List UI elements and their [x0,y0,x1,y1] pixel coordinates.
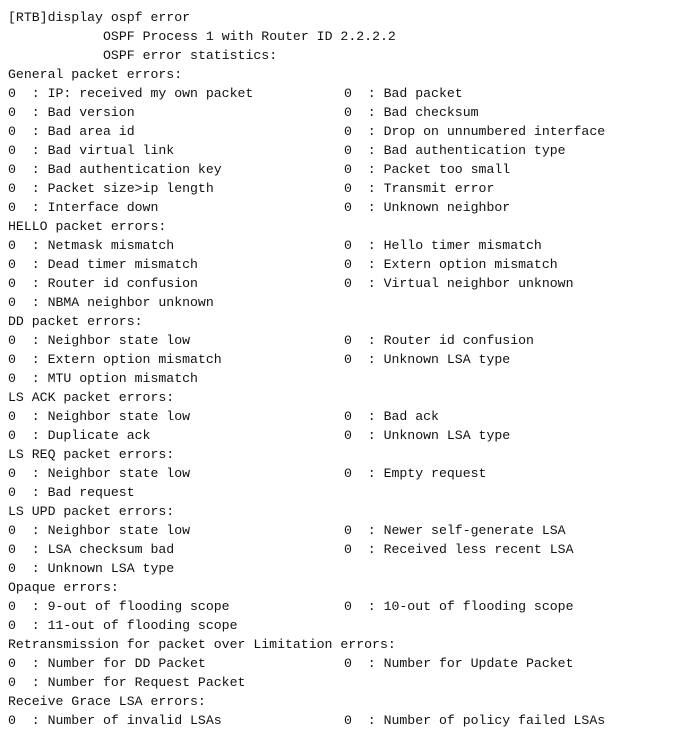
stats-header: OSPF error statistics: [103,48,278,63]
error-entry-left: 0 : Netmask mismatch [8,238,175,253]
error-entry-left: 0 : LSA checksum bad [8,542,175,557]
error-entry-right: 0 : Bad authentication type [344,143,566,158]
error-entry-right: 0 : Packet too small [344,162,511,177]
error-row [8,673,685,692]
error-entry-left: 0 : Neighbor state low [8,466,191,481]
error-row [8,160,685,179]
error-row [8,84,685,103]
error-entry-right: 0 : Received less recent LSA [344,542,574,557]
section-title-line [8,692,685,711]
error-entry-left: 0 : Interface down [8,200,159,215]
error-entry-left: 0 : Number of invalid LSAs [8,713,222,728]
error-entry-left: 0 : MTU option mismatch [8,371,198,386]
error-row [8,179,685,198]
process-header: OSPF Process 1 with Router ID 2.2.2.2 [103,29,396,44]
error-entry-right: 0 : Unknown neighbor [344,200,511,215]
section-title: Opaque errors: [8,580,119,595]
error-entry-right: 0 : Bad checksum [344,105,479,120]
error-entry-right: 0 : Transmit error [344,181,495,196]
stats-header-line [8,46,685,65]
error-entry-right: 0 : Number of policy failed LSAs [344,713,606,728]
error-row [8,483,685,502]
error-entry-left: 0 : Extern option mismatch [8,352,222,367]
error-row [8,236,685,255]
error-entry-left: 0 : 11-out of flooding scope [8,618,238,633]
error-row [8,597,685,616]
error-row [8,540,685,559]
section-title: Receive Grace LSA errors: [8,694,206,709]
error-row [8,293,685,312]
section-title-line [8,312,685,331]
section-title: LS ACK packet errors: [8,390,175,405]
error-row [8,407,685,426]
error-entry-right: 0 : Drop on unnumbered interface [344,124,606,139]
error-entry-right: 0 : Number for Update Packet [344,656,574,671]
command-line [8,8,685,27]
error-row [8,711,685,730]
command-text: [RTB]display ospf error [8,10,191,25]
error-row [8,198,685,217]
error-entry-left: 0 : Bad version [8,105,135,120]
error-row [8,255,685,274]
error-entry-left: 0 : Number for DD Packet [8,656,206,671]
section-title-line [8,578,685,597]
error-entry-left: 0 : Number for Request Packet [8,675,246,690]
error-entry-left: 0 : Duplicate ack [8,428,151,443]
section-title: Retransmission for packet over Limitation errors: [8,637,396,652]
error-entry-left: 0 : Unknown LSA type [8,561,175,576]
section-title: DD packet errors: [8,314,143,329]
error-entry-left: 0 : Neighbor state low [8,409,191,424]
error-entry-right: 0 : Unknown LSA type [344,352,511,367]
error-row [8,369,685,388]
error-entry-right: 0 : Extern option mismatch [344,257,558,272]
error-entry-right: 0 : Router id confusion [344,333,534,348]
error-row [8,616,685,635]
section-title: LS UPD packet errors: [8,504,175,519]
error-row [8,654,685,673]
error-entry-left: 0 : Bad area id [8,124,135,139]
error-row [8,122,685,141]
error-entry-left: 0 : Neighbor state low [8,523,191,538]
process-header-line [8,27,685,46]
error-row [8,350,685,369]
error-row [8,426,685,445]
error-entry-right: 0 : Hello timer mismatch [344,238,542,253]
error-row [8,103,685,122]
error-entry-left: 0 : Bad request [8,485,135,500]
section-title-line [8,502,685,521]
error-entry-left: 0 : 9-out of flooding scope [8,599,230,614]
error-entry-left: 0 : Router id confusion [8,276,198,291]
error-entry-right: 0 : Unknown LSA type [344,428,511,443]
section-title-line [8,635,685,654]
section-title: General packet errors: [8,67,183,82]
error-row [8,464,685,483]
error-entry-left: 0 : Bad virtual link [8,143,175,158]
error-entry-right: 0 : Bad packet [344,86,463,101]
error-sections [8,65,685,730]
section-title: HELLO packet errors: [8,219,167,234]
section-title-line [8,217,685,236]
error-entry-left: 0 : Packet size>ip length [8,181,214,196]
error-entry-left: 0 : IP: received my own packet [8,86,254,101]
error-entry-left: 0 : Bad authentication key [8,162,222,177]
error-entry-right: 0 : Bad ack [344,409,439,424]
error-entry-right: 0 : Empty request [344,466,487,481]
error-entry-left: 0 : NBMA neighbor unknown [8,295,214,310]
error-entry-right: 0 : Virtual neighbor unknown [344,276,574,291]
error-row [8,559,685,578]
error-row [8,331,685,350]
section-title-line [8,388,685,407]
section-title-line [8,445,685,464]
error-row [8,521,685,540]
section-title: LS REQ packet errors: [8,447,175,462]
section-title-line [8,65,685,84]
error-entry-left: 0 : Neighbor state low [8,333,191,348]
error-entry-left: 0 : Dead timer mismatch [8,257,198,272]
error-row [8,141,685,160]
error-entry-right: 0 : Newer self-generate LSA [344,523,566,538]
error-row [8,274,685,293]
error-entry-right: 0 : 10-out of flooding scope [344,599,574,614]
